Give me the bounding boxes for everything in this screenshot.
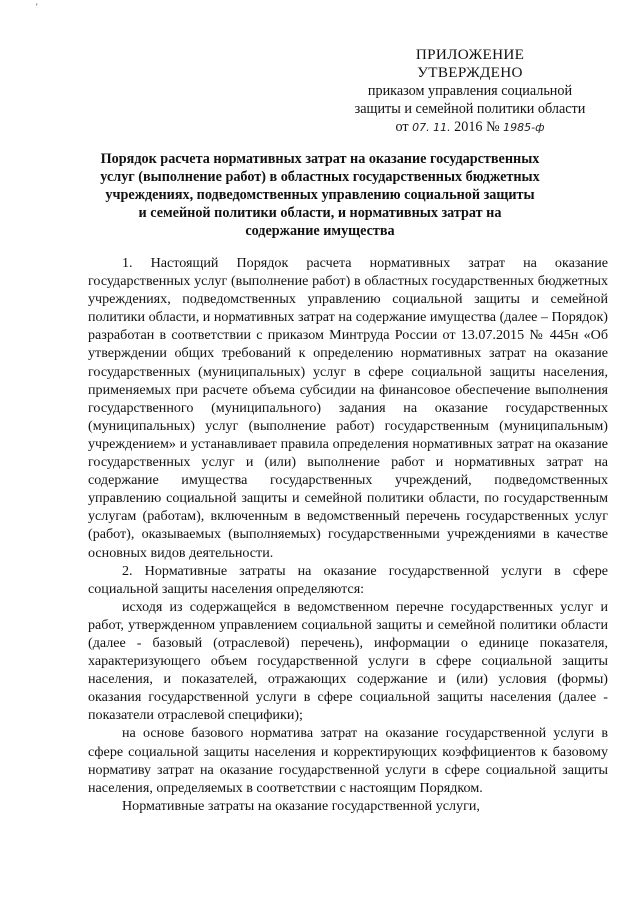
document-title: Порядок расчета нормативных затрат на оказание государственных услуг (выполнение работ) в областных государственных бюджетных учреждениях, подведомственных управлению социальной защиты и семейной политики области, и нормативных затрат на содержание имущества — [100, 151, 540, 239]
paragraph: 2. Нормативные затраты на оказание государственной услуги в сфере социальной защиты населения определяются: — [88, 562, 608, 597]
paragraph: 1. Настоящий Порядок расчета нормативных затрат на оказание государственных услуг (выполнение работ) в областных государственных бюджетных учреждениях, подведомственных управлению социальной защиты и семейной политики области, и нормативных затрат на содержание имущества (далее – Порядок) разработан в соответствии с приказом Минтруда России от 13.07.2015 № 445н «Об утверждении общих требований к определению нормативных затрат на оказание государственных (муниципальных) услуг в сфере социальной защиты населения, применяемых при расчете объема субсидии на финансовое обеспечение выполнения государственного (муниципального) задания на оказание государственных (муниципальных) услуг (выполнение работ) государственным (муниципальным) учреждением» и устанавливает правила определения нормативных затрат на оказание государственных услуг и (или) выполнение работ и нормативных затрат на содержание имущества государственных учреждений, подведомственных управлению социальной защиты и семейной политики области, по государственным услугам (работам), включенным в ведомственный перечень государственных услуг (работ), оказываемых (выполняемых) государственными учреждениями в качестве основных видов деятельности. — [88, 255, 608, 561]
approved-label: УТВЕРЖДЕНО — [417, 64, 523, 81]
corner-mark: ' — [36, 2, 38, 12]
paragraph: Нормативные затраты на оказание государственной услуги, — [122, 797, 480, 814]
paragraph: исходя из содержащейся в ведомственном перечне государственных услуг и работ, утвержденном управлением социальной защиты и семейной политики области (далее - базовый (отраслевой) перечень), информации о единице показателя, характеризующего объем государственной услуги в сфере социальной защиты населения, и показателей, отражающих содержание и (или) условия (формы) оказания государственной услуги в сфере социальной защиты населения (далее - показатели отраслевой специфики); — [88, 598, 608, 724]
from-label: от — [395, 119, 409, 135]
year-number-label: 2016 № — [454, 119, 500, 135]
order-line-1: приказом управления социальной — [367, 83, 573, 99]
appendix-label: ПРИЛОЖЕНИЕ — [415, 46, 525, 63]
handwritten-date: 07. 11. — [412, 121, 451, 134]
document-body — [88, 254, 608, 815]
handwritten-number: 1985-ф — [503, 121, 545, 134]
order-date-line — [330, 118, 610, 137]
approval-block — [330, 46, 610, 137]
order-line-2: защиты и семейной политики области — [354, 101, 586, 117]
paragraph: на основе базового норматива затрат на оказание государственной услуги в сфере социальной защиты населения и корректирующих коэффициентов к базовому нормативу затрат на оказание государственной услуги в сфере социальной защиты населения, определяемых в соответствии с настоящим Порядком. — [88, 725, 608, 796]
